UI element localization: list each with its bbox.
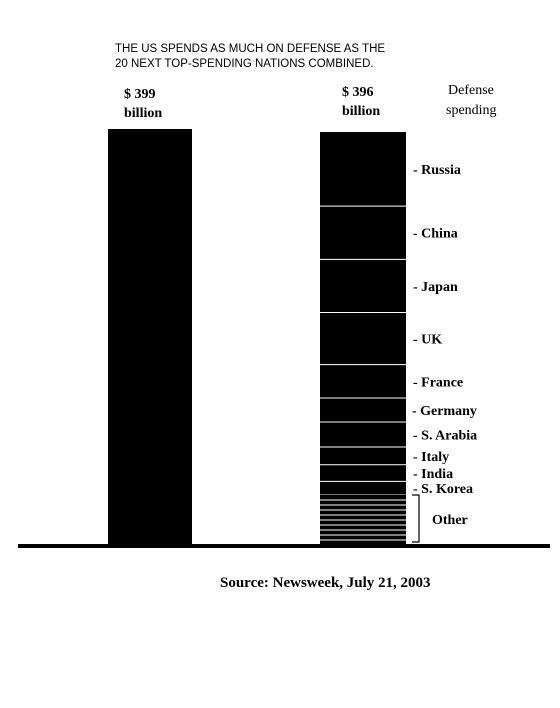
other-stripe <box>320 530 406 535</box>
segment-s-korea <box>320 481 406 495</box>
segment-russia <box>320 132 406 206</box>
other-label: Other <box>432 513 468 528</box>
other-stripe <box>320 500 406 505</box>
chart-title-line-1: THE US SPENDS AS MUCH ON DEFENSE AS THE <box>115 43 386 55</box>
other-stripe <box>320 495 406 500</box>
segment-japan <box>320 259 406 312</box>
segment-label-france: - France <box>413 375 464 391</box>
us-bar <box>108 129 192 545</box>
segment-italy <box>320 447 406 465</box>
legend-label-line-1: Defense <box>448 83 494 98</box>
legend-label-line-2: spending <box>446 103 497 118</box>
other-stripe <box>320 505 406 510</box>
segment-label-japan: - Japan <box>413 279 458 295</box>
us-bar-value-label: $ 399 <box>124 87 156 102</box>
segment-label-italy: - Italy <box>413 449 450 465</box>
segment-germany <box>320 398 406 422</box>
segment-india <box>320 465 406 482</box>
others-bar-unit-label: billion <box>342 104 381 119</box>
segment-labels-layer <box>412 163 477 497</box>
segment-label-india: - India <box>413 467 454 483</box>
bars-layer <box>108 129 406 545</box>
other-stripe <box>320 515 406 520</box>
other-stripe <box>320 535 406 540</box>
segment-label-s-korea: - S. Korea <box>413 482 474 498</box>
other-stripe <box>320 520 406 525</box>
segment-label-s-arabia: - S. Arabia <box>413 428 478 444</box>
source-note: Source: Newsweek, July 21, 2003 <box>220 575 431 591</box>
segment-label-uk: - UK <box>413 332 443 348</box>
chart-title-line-2: 20 NEXT TOP-SPENDING NATIONS COMBINED. <box>115 58 374 70</box>
segment-label-russia: - Russia <box>413 163 461 179</box>
segment-china <box>320 206 406 259</box>
us-bar-unit-label: billion <box>124 106 163 121</box>
segment-label-germany: - Germany <box>412 403 477 419</box>
segment-label-china: - China <box>413 226 458 242</box>
others-bar-value-label: $ 396 <box>342 85 374 100</box>
segment-uk <box>320 312 406 364</box>
segment-s-arabia <box>320 422 406 447</box>
other-bracket <box>412 495 419 542</box>
segment-france <box>320 365 406 398</box>
other-stripe <box>320 510 406 515</box>
other-stripe <box>320 525 406 530</box>
